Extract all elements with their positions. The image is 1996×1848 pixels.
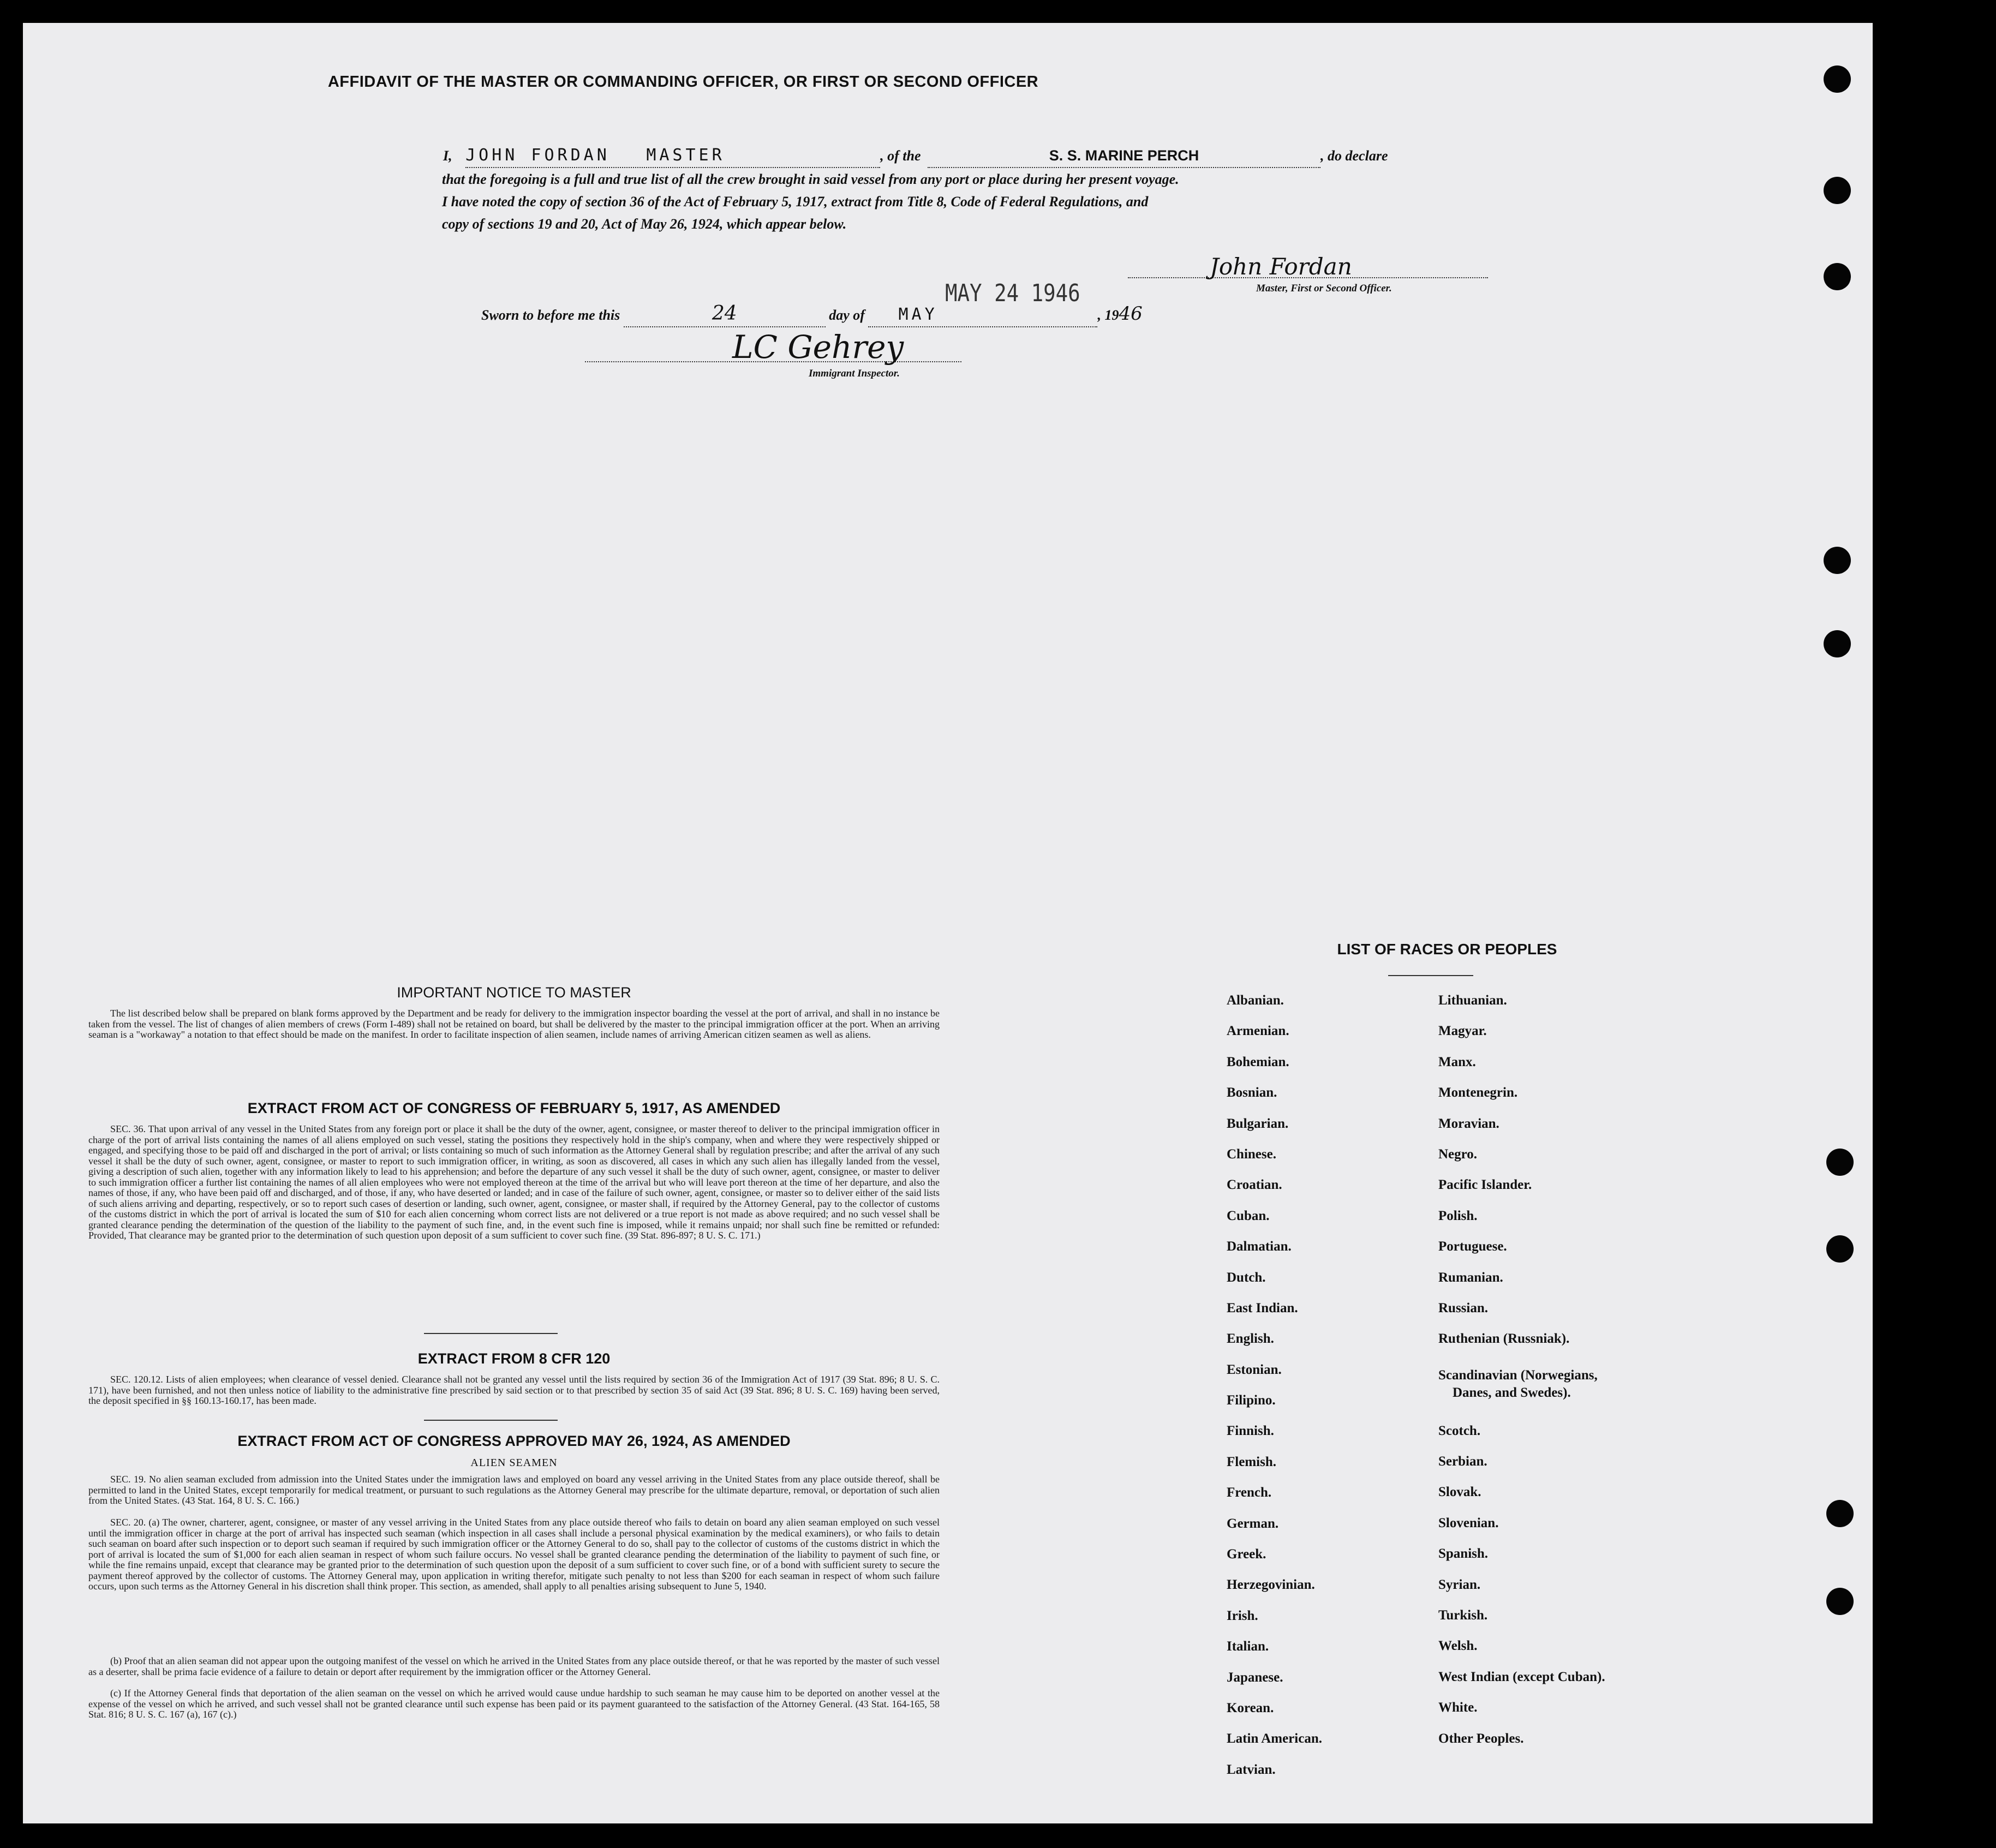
list-item: Italian.	[1227, 1639, 1269, 1654]
list-item: Ruthenian (Russniak).	[1438, 1331, 1570, 1347]
year-prefix: , 19	[1097, 307, 1119, 323]
punch-hole	[1826, 1149, 1854, 1176]
list-item: East Indian.	[1227, 1300, 1298, 1315]
races-left-column	[1227, 993, 1322, 1793]
list-item: Croatian.	[1227, 1177, 1282, 1193]
i-label: I,	[443, 148, 452, 164]
list-item: Welsh.	[1438, 1638, 1478, 1654]
date-stamp: MAY 24 1946	[945, 279, 1080, 307]
list-item: Polish.	[1438, 1208, 1478, 1223]
sworn-month-field	[868, 303, 1097, 327]
list-item: Slovenian.	[1438, 1515, 1499, 1530]
list-item: Syrian.	[1438, 1577, 1481, 1592]
list-item: Pacific Islander.	[1438, 1177, 1532, 1193]
master-signature: John Fordan	[1210, 253, 1352, 280]
list-item: Rumanian.	[1438, 1270, 1503, 1285]
sworn-line	[481, 302, 1300, 327]
extract-cfr-text: SEC. 120.12. Lists of alien employees; when clearance of vessel denied. Clearance shall not be granted any vessel until the lists required by section 36 of the Immigration Act of 1917 (39 Stat. 896; 8 U. S. C. 171), have been furnished, and not then unless notice of liability to the administrative fine prescribed by said section or to that prescribed by section 35 of said Act (39 Stat. 896; 8 U. S. C. 169) having been served, the deposit specified in §§ 160.13-160.17, has been made.	[88, 1374, 940, 1406]
extract-1924-sec19: SEC. 19. No alien seaman excluded from admission into the United States under the immigration laws and employed on board any vessel arriving in the United States from any place outside thereof, shall be permitted to land in the United States, except temporarily for medical treatment, or pursuant to such regulations as the Attorney General may prescribe for the ultimate departure, removal, or deportation of such alien from the United States. (43 Stat. 164, 8 U. S. C. 166.)	[88, 1474, 940, 1506]
list-item: West Indian (except Cuban).	[1438, 1669, 1605, 1684]
list-item: Turkish.	[1438, 1608, 1488, 1623]
affidavit-title: AFFIDAVIT OF THE MASTER OR COMMANDING OFFICER, OR FIRST OR SECOND OFFICER	[327, 73, 1039, 91]
races-right-column	[1438, 993, 1605, 1762]
list-item: Filipino.	[1227, 1393, 1276, 1408]
inspector-label: Immigrant Inspector.	[809, 368, 900, 379]
notice-text: The list described below shall be prepared on blank forms approved by the Department and be ready for delivery to the immigration inspector boarding the vessel at the port of arrival, and shall in no instance be taken from the vessel. The list of changes of alien members of crews (Form I-489) shall not be retained on board, but shall be delivered by the master to the principal immigration officer at the port. When an arriving seaman is a "workaway" a notation to that effect should be made on the manifest. In order to facilitate inspection of alien seamen, include names of arriving American citizen seamen as well as aliens.	[88, 1008, 940, 1040]
notice-title: IMPORTANT NOTICE TO MASTER	[397, 984, 631, 1001]
list-item: Latin American.	[1227, 1731, 1322, 1747]
sworn-day-field	[624, 302, 826, 327]
declaration-line-3: I have noted the copy of section 36 of the Act of February 5, 1917, extract from Title 8, Code of Federal Regulations, and	[442, 194, 1149, 210]
vessel-field	[928, 145, 1320, 168]
punch-hole	[1824, 547, 1851, 574]
list-item: Russian.	[1438, 1300, 1489, 1315]
divider	[1388, 975, 1473, 976]
list-item: Danes, and Swedes).	[1453, 1385, 1571, 1400]
extract-1924-sec20c: (c) If the Attorney General finds that deportation of the alien seaman on the vessel on which he arrived would cause undue hardship to such seaman he may cause him to be deported on another vessel at the expense of the vessel on which he arrived, and such vessel shall not be granted clearance until such expense has been paid or its payment guaranteed to the satisfaction of the Attorney General. (43 Stat. 164-165, 58 Stat. 816; 8 U. S. C. 167 (a), 167 (c).)	[88, 1688, 940, 1720]
list-item: Bosnian.	[1227, 1085, 1277, 1101]
of-the-label: , of the	[880, 148, 921, 164]
list-item: Portuguese.	[1438, 1239, 1507, 1254]
list-item: Cuban.	[1227, 1208, 1270, 1223]
inspector-signature: LC Gehrey	[732, 328, 904, 366]
list-item: Bulgarian.	[1227, 1116, 1289, 1131]
list-item: Magyar.	[1438, 1024, 1487, 1039]
divider	[424, 1333, 558, 1334]
master-rank: MASTER	[646, 146, 725, 165]
punch-hole	[1826, 1235, 1854, 1263]
list-item: Spanish.	[1438, 1546, 1489, 1562]
day-of-label: day of	[829, 307, 865, 323]
master-name: JOHN FORDAN	[465, 146, 610, 165]
list-item: English.	[1227, 1331, 1274, 1347]
list-item: White.	[1438, 1700, 1478, 1715]
extract-1924-title: EXTRACT FROM ACT OF CONGRESS APPROVED MAY 26, 1924, AS AMENDED	[237, 1433, 791, 1449]
master-signature-label: Master, First or Second Officer.	[1256, 283, 1392, 294]
extract-1924-sec20b: (b) Proof that an alien seaman did not appear upon the outgoing manifest of the vessel on which he arrived in the United States from any place outside thereof, or that he was reported by the master of such vessel as a deserter, shall be prima facie evidence of a failure to detain or deport after requirement by the immigration officer or the Attorney General.	[88, 1655, 940, 1677]
list-item: Armenian.	[1227, 1024, 1289, 1039]
punch-hole	[1824, 65, 1851, 93]
extract-1924-subtitle: ALIEN SEAMEN	[470, 1457, 558, 1469]
inspector-signature-line	[585, 328, 961, 366]
list-item: Dalmatian.	[1227, 1239, 1292, 1254]
list-item: Slovak.	[1438, 1485, 1481, 1500]
extract-1917-text: SEC. 36. That upon arrival of any vessel in the United States from any foreign port or place it shall be the duty of the owner, agent, consignee, or master thereof to deliver to the principal immigration officer in charge of the port of arrival lists containing the names of all aliens employed on such vessel, stating the positions they respectively hold in the ship's company, when and where they were respectively shipped or engaged, and specifying those to be paid off and discharged in the port of arrival; or lists containing so much of such information as the Attorney General shall by regulation prescribe; and after the arrival of any such vessel it shall be the duty of such owner, agent, consignee, or master to report to such immigration officer, in writing, as soon as discovered, all cases in which any such alien has illegally landed from the vessel, giving a description of such alien, together with any information likely to lead to his apprehension; and before the departure of any such vessel it shall be the duty of such owner, agent, consignee, or master to deliver to such immigration officer a further list containing the names of all alien employees who were not employed thereon at the time of the arrival but who will leave port thereon at the time of her departure, and also the names of those, if any, who have been paid off and discharged, and of those, if any, who have deserted or landed; and in case of the failure of such owner, agent, consignee, or master so to deliver either of the said lists of such aliens arriving and departing, respectively, or so to report such cases of desertion or landing, such owner, agent, consignee, or master shall, if required by the Attorney General, pay to the collector of customs of the customs district in which the port of arrival is located the sum of $10 for each alien concerning whom correct lists are not delivered or a true report is not made as above required; and no such vessel shall be granted clearance pending the determination of the question of the liability to the payment of such fine, and, in the event such fine is imposed, while it remains unpaid; nor shall such fine be remitted or refunded: Provided, That clearance may be granted prior to the determination of such question upon deposit of a sum sufficient to cover such fine. (39 Stat. 896-897; 8 U. S. C. 171.)	[88, 1123, 940, 1241]
declaration-line-1	[443, 144, 1496, 168]
extract-1917-title: EXTRACT FROM ACT OF CONGRESS OF FEBRUARY 5, 1917, AS AMENDED	[247, 1100, 781, 1116]
list-item: Irish.	[1227, 1608, 1258, 1623]
list-item: Estonian.	[1227, 1362, 1282, 1377]
list-item: Montenegrin.	[1438, 1085, 1518, 1101]
punch-hole	[1826, 1588, 1854, 1615]
list-item: Bohemian.	[1227, 1054, 1289, 1069]
list-item: Other Peoples.	[1438, 1731, 1524, 1746]
vessel-name: S. S. MARINE PERCH	[1049, 147, 1199, 164]
punch-hole	[1824, 630, 1851, 657]
punch-hole	[1824, 177, 1851, 204]
punch-hole	[1826, 1500, 1854, 1527]
extract-1924-sec20a: SEC. 20. (a) The owner, charterer, agent, consignee, or master of any vessel arriving in the United States from any place outside thereof who fails to detain on board any alien seaman employed on such vessel until the immigration officer in charge at the port of arrival has inspected such seaman (which inspection in all cases shall include a personal physical examination by the medical examiners), or who fails to detain such seaman on board after such inspection or to deport such seaman if required by such immigration officer or the Attorney General to do so, shall pay to the collector of customs of the customs district in which the port of arrival is located the sum of $1,000 for each alien seaman in respect of whom such failure occurs. No vessel shall be granted clearance pending the determination of the liability to payment of such fine, or while the fine remains unpaid, except that clearance may be granted prior to the determination of such question upon the deposit of a sum sufficient to cover such fine, or of a bond with sufficient surety to secure the payment thereof approved by the collector of customs. The Attorney General may, upon application in writing therefor, mitigate such penalty to not less than $200 for each seaman in respect of whom such failure occurs, upon such terms as the Attorney General in his discretion shall think proper. This section, as amended, shall apply to all penalties arising subsequent to June 5, 1940.	[88, 1517, 940, 1592]
list-item: Dutch.	[1227, 1270, 1266, 1285]
list-item: Finnish.	[1227, 1424, 1274, 1439]
master-signature-line	[1128, 253, 1488, 278]
list-item: Manx.	[1438, 1054, 1476, 1069]
form-page	[23, 23, 1873, 1823]
extract-cfr-title: EXTRACT FROM 8 CFR 120	[417, 1350, 611, 1367]
declaration-line-2: that the foregoing is a full and true list of all the crew brought in said vessel from any port or place during her present voyage.	[442, 171, 1179, 187]
list-item: Herzegovinian.	[1227, 1577, 1315, 1593]
list-item: Chinese.	[1227, 1146, 1276, 1162]
list-item: Korean.	[1227, 1700, 1274, 1715]
master-name-field	[465, 144, 880, 168]
sworn-day: 24	[712, 302, 737, 325]
list-item: Japanese.	[1227, 1670, 1283, 1685]
list-item: Serbian.	[1438, 1454, 1487, 1469]
sworn-month: MAY	[898, 305, 938, 324]
list-item: Albanian.	[1227, 993, 1284, 1008]
list-item: Scotch.	[1438, 1423, 1481, 1438]
list-item: Flemish.	[1227, 1454, 1276, 1469]
list-item: Greek.	[1227, 1547, 1266, 1562]
list-item: French.	[1227, 1485, 1272, 1500]
list-item: German.	[1227, 1516, 1279, 1531]
divider	[424, 1420, 558, 1421]
do-declare-label: , do declare	[1320, 148, 1388, 164]
list-item: Moravian.	[1438, 1116, 1499, 1131]
list-item: Negro.	[1438, 1146, 1478, 1162]
list-item: Lithuanian.	[1438, 993, 1507, 1008]
races-title: LIST OF RACES OR PEOPLES	[1337, 941, 1557, 958]
list-item: Latvian.	[1227, 1762, 1276, 1777]
declaration-line-4: copy of sections 19 and 20, Act of May 26, 1924, which appear below.	[442, 216, 847, 232]
year-suffix: 46	[1119, 303, 1143, 325]
punch-hole	[1824, 263, 1851, 290]
list-item: Scandinavian (Norwegians,	[1438, 1367, 1598, 1383]
sworn-label: Sworn to before me this	[481, 307, 620, 323]
